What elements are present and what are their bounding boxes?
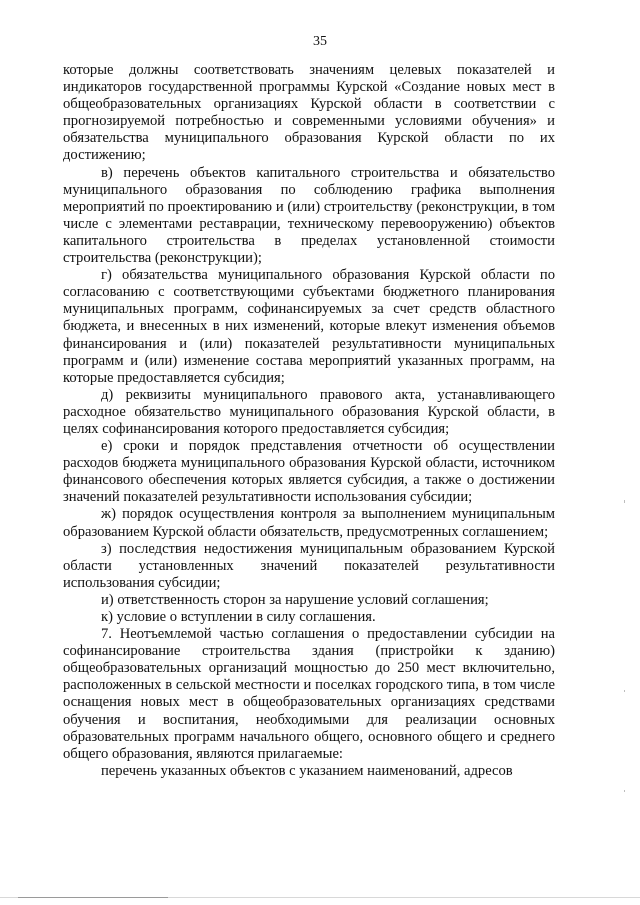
paragraph-item-zh: ж) порядок осуществления контроля за выполнением муниципальным образованием Курской области обязательств, предусмотренных соглашением; <box>63 506 555 540</box>
paragraph-item-e: е) сроки и порядок представления отчетности об осуществлении расходов бюджета муниципального образования Курской области, источником финансового обеспечения которых является субсидия, а также о достижении значений показателей результативности использования субсидии; <box>63 438 555 506</box>
page-bottom-edge-mark <box>18 897 168 898</box>
paragraph-item-k: к) условие о вступлении в силу соглашения. <box>101 609 376 625</box>
paragraph-item-d: д) реквизиты муниципального правового акта, устанавливающего расходное обязательство муниципального образования Курской области, в целях софинансирования которого предоставляется субсидия; <box>63 386 555 437</box>
paragraph-item-i: и) ответственность сторон за нарушение условий соглашения; <box>101 591 489 608</box>
document-body <box>63 62 555 780</box>
paragraph-list-intro: перечень указанных объектов с указанием наименований, адресов <box>101 762 513 779</box>
paragraph-section-7: 7. Неотъемлемой частью соглашения о предоставлении субсидии на софинансирование строительства здания (пристройки к зданию) общеобразовательных организаций мощностью до 250 мест включительно, расположенных в сельской местности и поселках городского типа, в том числе оснащения новых мест в общеобразовательных организациях средствами обучения и воспитания, необходимыми для реализации основных образовательных программ начального общего, основного общего и среднего общего образования, являются прилагаемые: <box>63 626 555 762</box>
scan-speck <box>624 500 625 503</box>
scan-speck <box>624 690 625 692</box>
paragraph-item-v: в) перечень объектов капитального строительства и обязательство муниципального образования по соблюдению графика выполнения мероприятий по проектированию и (или) строительству (реконструкции, в том числе с элементами реставрации, техническому перевооружению) объектов капитального строительства в пределах установленной стоимости строительства (реконструкции); <box>63 164 555 267</box>
paragraph-item-z: з) последствия недостижения муниципальным образованием Курской области установленных значений показателей результативности использования субсидии; <box>63 540 555 591</box>
scan-speck <box>624 790 625 792</box>
paragraph-item-g: г) обязательства муниципального образования Курской области по согласованию с соответствующими субъектами бюджетного планирования муниципальных программ, софинансируемых за счет средств областного бюджета, и внесенных в них изменений, которые влекут изменения объемов финансирования и (или) показателей результативности муниципальных программ и (или) изменение состава мероприятий указанных программ, на которые предоставляется субсидия; <box>63 267 555 386</box>
page-number: 35 <box>313 34 327 49</box>
paragraph-continuation: которые должны соответствовать значениям целевых показателей и индикаторов государственной программы Курской «Создание новых мест в общеобразовательных организациях Курской области в соответствии с прогнозируемой потребностью и современными условиями обучения» и обязательства муниципального образования Курской области по их достижению; <box>63 62 555 164</box>
